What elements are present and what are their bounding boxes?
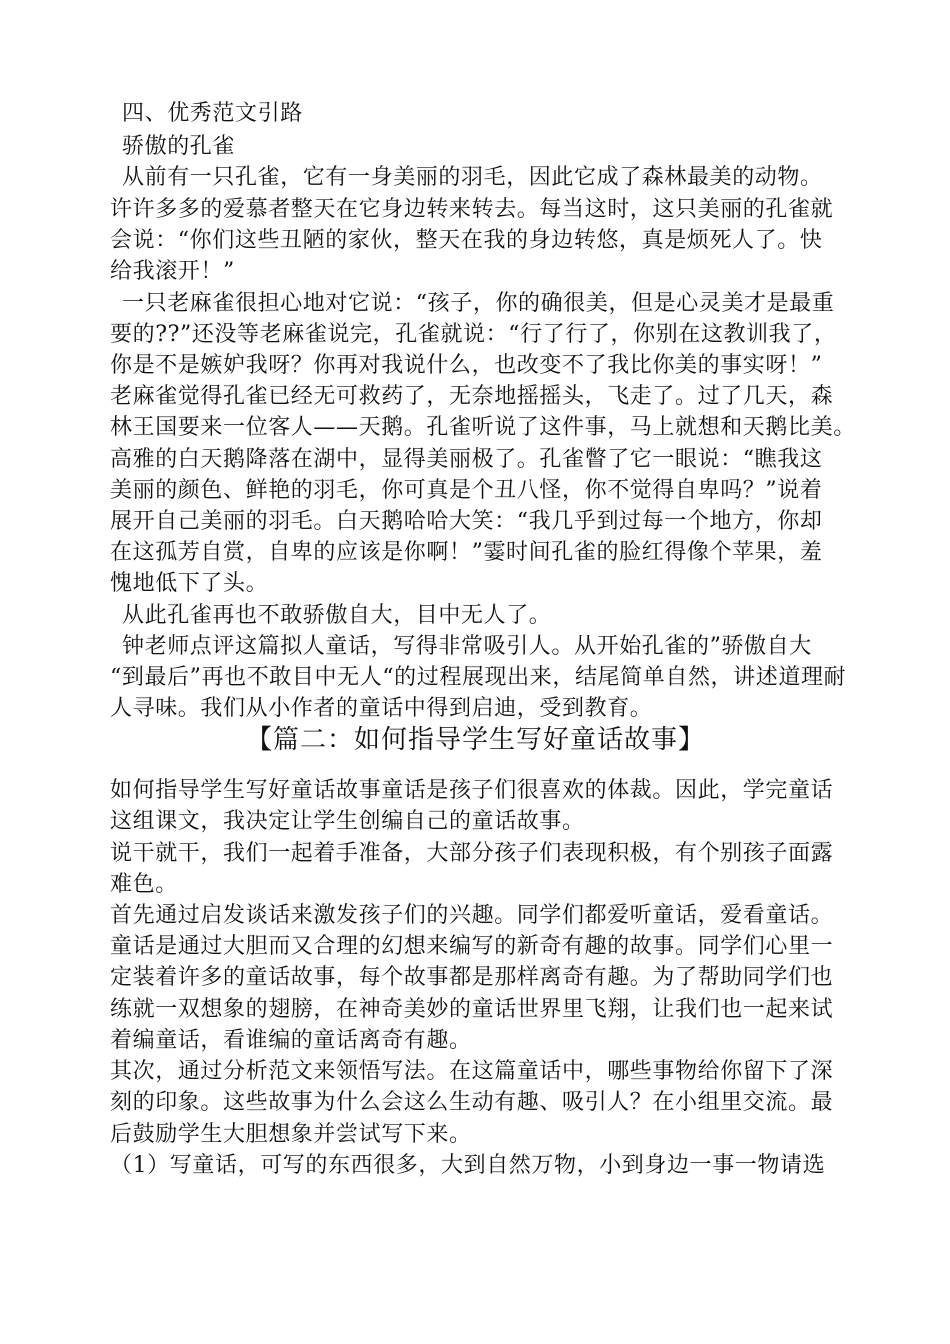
paragraph-line: 难色。 — [110, 872, 178, 897]
paragraph-line: 如何指导学生写好童话故事童话是孩子们很喜欢的体裁。因此，学完童话 — [110, 778, 834, 803]
section2-heading: 【篇二：如何指导学生写好童话故事】 — [246, 725, 706, 755]
paragraph-line: 从前有一只孔雀，它有一身美丽的羽毛，因此它成了森林最美的动物。 — [122, 165, 823, 190]
paragraph-line: 在这孤芳自赏，自卑的应该是你啊！”霎时间孔雀的脸红得像个苹果，羞 — [110, 540, 823, 565]
paragraph-line: 老麻雀觉得孔雀已经无可救药了，无奈地摇摇头，飞走了。过了几天，森 — [110, 384, 834, 409]
paragraph-line: 会说：“你们这些丑陋的家伙，整天在我的身边转悠，真是烦死人了。快 — [110, 228, 823, 253]
paragraph-line: 首先通过启发谈话来激发孩子们的兴趣。同学们都爱听童话，爱看童话。 — [110, 903, 834, 928]
paragraph-line: 定装着许多的童话故事，每个故事都是那样离奇有趣。为了帮助同学们也 — [110, 965, 834, 990]
paragraph-line: 要的??”还没等老麻雀说完，孔雀就说：“行了行了，你别在这教训我了， — [110, 322, 837, 347]
paragraph-line: 后鼓励学生大胆想象并尝试写下来。 — [110, 1122, 472, 1147]
paragraph-line: 其次，通过分析范文来领悟写法。在这篇童话中，哪些事物给你留下了深 — [110, 1059, 834, 1084]
section-heading: 四、优秀范文引路 — [122, 101, 303, 126]
paragraph-line: “到最后”再也不敢目中无人“的过程展现出来，结尾简单自然，讲述道理耐 — [110, 665, 847, 690]
paragraph-line: 美丽的颜色、鲜艳的羽毛，你可真是个丑八怪，你不觉得自卑吗？”说着 — [110, 478, 823, 503]
paragraph-line: 给我滚开！” — [110, 259, 235, 284]
paragraph-line: 你是不是嫉妒我呀？你再对我说什么，也改变不了我比你美的事实呀！” — [110, 353, 823, 378]
paragraph-line: 刻的印象。这些故事为什么会这么生动有趣、吸引人？在小组里交流。最 — [110, 1090, 834, 1115]
paragraph-line: 练就一双想象的翅膀，在神奇美妙的童话世界里飞翔，让我们也一起来试 — [110, 997, 834, 1022]
paragraph-line: 说干就干，我们一起着手准备，大部分孩子们表现积极，有个别孩子面露 — [110, 841, 834, 866]
paragraph-line: 童话是通过大胆而又合理的幻想来编写的新奇有趣的故事。同学们心里一 — [110, 934, 834, 959]
paragraph-line: 愧地低下了头。 — [110, 571, 269, 596]
paragraph-line: 这组课文，我决定让学生创编自己的童话故事。 — [110, 809, 585, 834]
paragraph-line: 一只老麻雀很担心地对它说：“孩子，你的确很美，但是心灵美才是最重 — [122, 291, 835, 316]
essay-title: 骄傲的孔雀 — [122, 134, 236, 159]
paragraph-line: 许许多多的爱慕者整天在它身边转来转去。每当这时，这只美丽的孔雀就 — [110, 197, 834, 222]
paragraph-line: 着编童话，看谁编的童话离奇有趣。 — [110, 1028, 472, 1053]
paragraph-line: 林王国要来一位客人——天鹅。孔雀听说了这件事，马上就想和天鹅比美。 — [110, 415, 856, 440]
paragraph-line: 展开自己美丽的羽毛。白天鹅哈哈大笑：“我几乎到过每一个地方，你却 — [110, 509, 823, 534]
paragraph-line: 高雅的白天鹅降落在湖中，显得美丽极了。孔雀瞥了它一眼说：“瞧我这 — [110, 447, 823, 472]
paragraph-line: 钟老师点评这篇拟人童话，写得非常吸引人。从开始孔雀的”骄傲自大 — [122, 634, 812, 659]
paragraph-line: 从此孔雀再也不敢骄傲自大，目中无人了。 — [122, 603, 552, 628]
paragraph-line: 人寻味。我们从小作者的童话中得到启迪，受到教育。 — [110, 696, 653, 721]
paragraph-line: （1）写童话，可写的东西很多，大到自然万物，小到身边一事一物请选 — [110, 1153, 826, 1178]
